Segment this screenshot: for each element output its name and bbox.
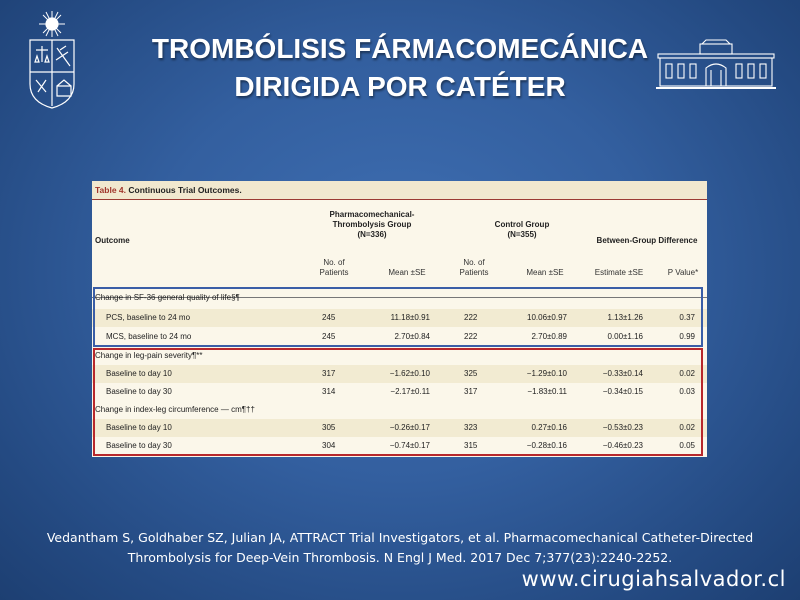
- group2-line1: Control Group: [494, 220, 550, 229]
- group2-line2: (N=355): [507, 230, 537, 239]
- row-label: PCS, baseline to 24 mo: [106, 313, 191, 322]
- cell-est: 1.13±1.26: [607, 313, 643, 322]
- cell-n2: 317: [464, 387, 478, 396]
- website-url: www.cirugiahsalvador.cl: [521, 567, 786, 591]
- group1-line3: (N=336): [357, 230, 387, 239]
- group-header-pharmacomechanical: [307, 210, 437, 240]
- cell-p: 0.37: [679, 313, 695, 322]
- slide-title: [100, 30, 700, 106]
- cell-m1: −0.26±0.17: [389, 423, 430, 432]
- cell-m1: 11.18±0.91: [390, 313, 430, 322]
- citation: [20, 528, 780, 568]
- row-label: Baseline to day 10: [106, 369, 172, 378]
- cell-n2: 222: [464, 313, 478, 322]
- cell-p: 0.02: [679, 369, 695, 378]
- results-table: [92, 181, 707, 457]
- cell-m2: −0.28±0.16: [526, 441, 567, 450]
- university-crest-logo: [26, 10, 78, 110]
- cell-m1: −2.17±0.11: [390, 387, 430, 396]
- group-header-difference: Between-Group Difference: [596, 236, 698, 245]
- subheader-patients-1: [314, 258, 354, 278]
- section-label: Change in leg-pain severity¶**: [95, 351, 203, 360]
- cell-n1: 245: [322, 332, 336, 341]
- cell-est: −0.34±0.15: [602, 387, 643, 396]
- cell-n1: 245: [322, 313, 336, 322]
- cell-m2: 2.70±0.89: [531, 332, 567, 341]
- table-title: [92, 181, 707, 200]
- cell-est: −0.53±0.23: [602, 423, 643, 432]
- subheader-estimate: Estimate ±SE: [594, 268, 644, 277]
- table-caption: Continuous Trial Outcomes.: [128, 185, 242, 195]
- cell-n2: 323: [464, 423, 478, 432]
- table-header: [92, 200, 707, 298]
- cell-m2: −1.83±0.11: [527, 387, 567, 396]
- cell-n1: 314: [322, 387, 336, 396]
- citation-line1: Vedantham S, Goldhaber SZ, Julian JA, ATTRACT Trial Investigators, et al. Pharmacomechanical Catheter-Directed: [46, 530, 754, 545]
- table-label: Table 4.: [95, 185, 127, 195]
- row-label: Baseline to day 30: [106, 441, 172, 450]
- group1-line2: Thrombolysis Group: [332, 220, 412, 229]
- highlight-box-leg-outcomes: [93, 348, 703, 456]
- cell-m1: −1.62±0.10: [389, 369, 430, 378]
- highlight-box-quality-of-life: [93, 287, 703, 347]
- sub-no1-l2: Patients: [319, 268, 349, 277]
- cell-m2: 0.27±0.16: [531, 423, 567, 432]
- row-label: Baseline to day 30: [106, 387, 172, 396]
- cell-m2: 10.06±0.97: [527, 313, 567, 322]
- group1-line1: Pharmacomechanical-: [329, 210, 415, 219]
- sub-no1-l1: No. of: [323, 258, 345, 267]
- cell-n1: 317: [322, 369, 336, 378]
- citation-line2: Thrombolysis for Deep-Vein Thrombosis. N Engl J Med. 2017 Dec 7;377(23):2240-2252.: [127, 550, 673, 565]
- row-label: MCS, baseline to 24 mo: [106, 332, 192, 341]
- cell-est: 0.00±1.16: [607, 332, 643, 341]
- subheader-mean-2: Mean ±SE: [526, 268, 564, 277]
- cell-p: 0.05: [679, 441, 695, 450]
- cell-p: 0.03: [679, 387, 695, 396]
- cell-p: 0.02: [679, 423, 695, 432]
- row-label: Baseline to day 10: [106, 423, 172, 432]
- cell-est: −0.33±0.14: [602, 369, 643, 378]
- sub-no2-l2: Patients: [459, 268, 489, 277]
- sub-no2-l1: No. of: [463, 258, 485, 267]
- cell-n2: 325: [464, 369, 478, 378]
- cell-n2: 222: [464, 332, 478, 341]
- cell-m1: 2.70±0.84: [394, 332, 430, 341]
- cell-n1: 305: [322, 423, 336, 432]
- cell-p: 0.99: [679, 332, 695, 341]
- cell-n2: 315: [464, 441, 478, 450]
- section-label: Change in index-leg circumference — cm¶††: [95, 405, 255, 414]
- group-header-control: [467, 220, 577, 240]
- slide-title-line1: TROMBÓLISIS FÁRMACOMECÁNICA: [151, 33, 649, 64]
- slide-title-line2: DIRIGIDA POR CATÉTER: [234, 71, 566, 102]
- cell-m2: −1.29±0.10: [526, 369, 567, 378]
- column-header-outcome: Outcome: [95, 236, 130, 245]
- cell-m1: −0.74±0.17: [389, 441, 430, 450]
- cell-n1: 304: [322, 441, 336, 450]
- section-label: Change in SF-36 general quality of life§¶: [95, 293, 240, 302]
- subheader-p-value: P Value*: [667, 268, 699, 277]
- subheader-patients-2: [454, 258, 494, 278]
- cell-est: −0.46±0.23: [602, 441, 643, 450]
- subheader-mean-1: Mean ±SE: [388, 268, 426, 277]
